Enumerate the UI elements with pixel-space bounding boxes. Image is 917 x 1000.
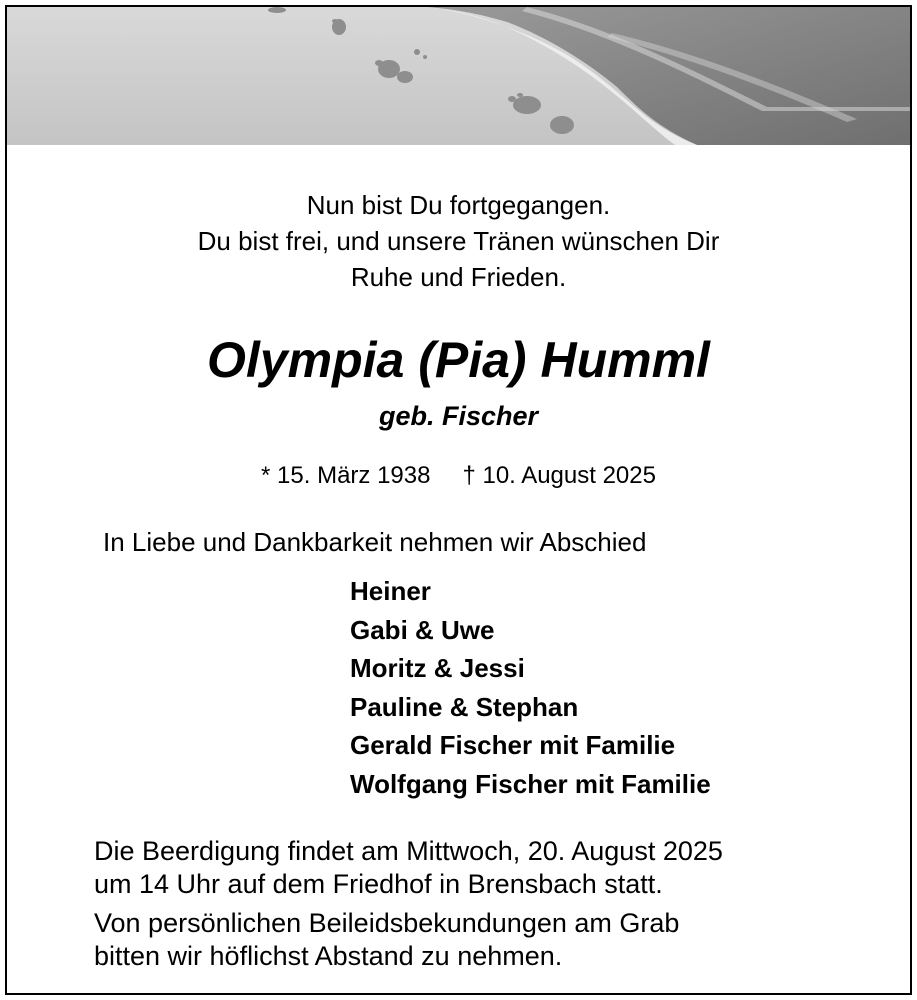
- obituary-frame: [5, 5, 912, 995]
- maiden-name: geb. Fischer: [378, 401, 539, 431]
- memorial-poem: [7, 187, 910, 295]
- condolence-line: Von persönlichen Beileidsbekundungen am Grab: [94, 908, 680, 938]
- funeral-notice: [94, 835, 723, 973]
- deceased-name: Olympia (Pia) Humml: [207, 332, 710, 388]
- mourner-name: Wolfgang Fischer mit Familie: [350, 768, 711, 799]
- poem-line: Nun bist Du fortgegangen.: [306, 190, 611, 220]
- funeral-line: um 14 Uhr auf dem Friedhof in Brensbach statt.: [94, 869, 663, 899]
- life-dates: [7, 459, 910, 493]
- condolence-line: bitten wir höflichst Abstand zu nehmen.: [94, 941, 563, 971]
- farewell-text: In Liebe und Dankbarkeit nehmen wir Abschied: [103, 527, 647, 557]
- mourners-list: [350, 572, 711, 803]
- death-date: † 10. August 2025: [462, 462, 656, 489]
- mourner-name: Moritz & Jessi: [350, 653, 525, 683]
- mourner-name: Pauline & Stephan: [350, 691, 579, 722]
- poem-line: Du bist frei, und unsere Tränen wünschen Dir: [197, 226, 720, 256]
- mourner-name: Gerald Fischer mit Familie: [350, 730, 676, 760]
- birth-date: * 15. März 1938: [261, 462, 431, 489]
- funeral-line: Die Beerdigung findet am Mittwoch, 20. August 2025: [94, 836, 723, 866]
- mourner-name: Gabi & Uwe: [350, 614, 495, 645]
- mourner-name: Heiner: [350, 576, 431, 606]
- poem-line: Ruhe und Frieden.: [350, 262, 567, 292]
- beach-footprints-photo: [7, 7, 910, 145]
